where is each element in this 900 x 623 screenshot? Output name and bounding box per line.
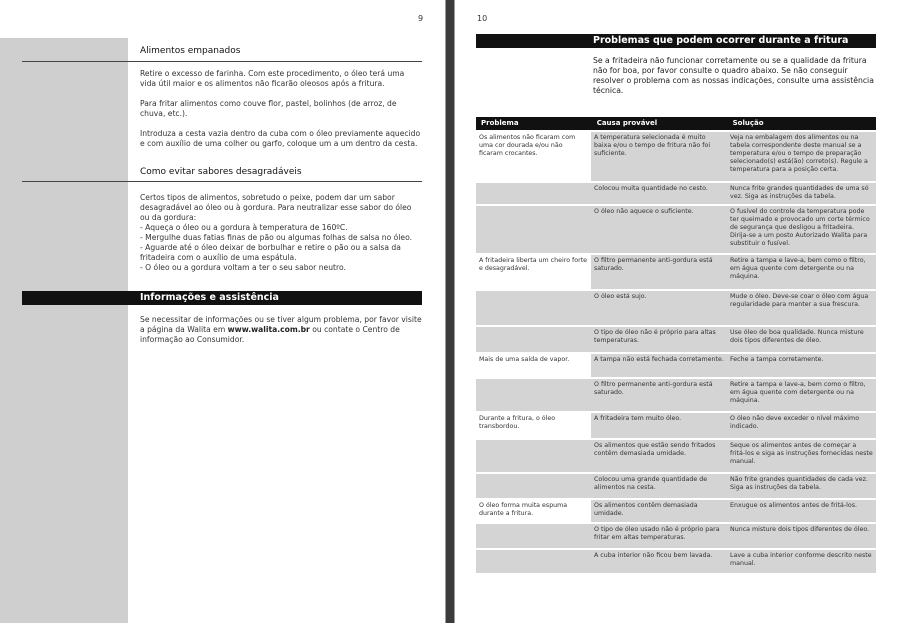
cell-solution: Nunca misture dois tipos diferentes de óleo. — [727, 524, 876, 548]
right-page — [455, 0, 900, 623]
table-row — [476, 327, 876, 352]
table-row — [476, 524, 876, 548]
header-problem: Problema — [481, 119, 519, 127]
cell-problem — [476, 206, 591, 253]
cell-cause: O filtro permanente anti-gordura está saturado. — [591, 255, 727, 289]
cell-problem — [476, 440, 591, 472]
cell-cause: O óleo está sujo. — [591, 291, 727, 325]
bullet-list — [140, 223, 422, 273]
cell-cause: A tampa não está fechada corretamente. — [591, 354, 727, 377]
cell-solution: O fusível do controle da temperatura pode ter queimado e provocado um corte térmico de segurança que desligou a fritadeira. Dirija-se a um posto Autorizado Walita para substituir o fusível. — [727, 206, 876, 253]
cell-problem: Durante a fritura, o óleo transbordou. — [479, 415, 556, 430]
list-item: - Mergulhe duas fatias finas de pão ou algumas folhas de salsa no óleo. — [140, 233, 412, 242]
table-row — [476, 413, 876, 438]
cell-solution: Não frite grandes quantidades de cada vez. Siga as instruções da tabela. — [727, 474, 876, 498]
list-item: - Aguarde até o óleo deixar de borbulhar e retire o pão ou a salsa da fritadeira com o auxílio de uma espátula. — [140, 243, 401, 262]
cell-cause: A temperatura selecionada é muito baixa e/ou o tempo de fritura não foi suficiente. — [591, 132, 727, 181]
cell-problem — [476, 524, 591, 548]
header-solution: Solução — [732, 119, 764, 127]
paragraph — [140, 315, 422, 345]
cell-solution: Nunca frite grandes quantidades de uma só vez. Siga as instruções da tabela. — [727, 183, 876, 204]
left-sidebar — [0, 38, 128, 623]
cell-problem: Mais de uma saída de vapor. — [479, 356, 570, 363]
table-row — [476, 550, 876, 573]
paragraph: Retire o excesso de farinha. Com este procedimento, o óleo terá uma vida útil maior e os alimentos não ficarão oleosos após a fritura. — [140, 69, 405, 88]
troubleshoot-intro: Se a fritadeira não funcionar corretamente ou se a qualidade da fritura não for boa, por favor consulte o quadro abaixo. Se não conseguir resolver o problema com as nossas indicações, consulte uma assistência técnica. — [593, 56, 874, 95]
cell-solution: Seque os alimentos antes de começar a fritá-los e siga as instruções fornecidas neste manual. — [727, 440, 876, 472]
cell-solution: Retire a tampa e lave-a, bem como o filtro, em água quente com detergente ou na máquina. — [727, 255, 876, 289]
cell-problem: Os alimentos não ficaram com uma cor dourada e/ou não ficaram crocantes. — [479, 134, 576, 157]
cell-solution: Feche a tampa corretamente. — [727, 354, 876, 377]
paragraph: Certos tipos de alimentos, sobretudo o peixe, podem dar um sabor desagradável ao óleo ou à gordura. Para neutralizar esse sabor do óleo ou da gordura: — [140, 193, 412, 222]
cell-solution: Use óleo de boa qualidade. Nunca misture dois tipos diferentes de óleo. — [727, 327, 876, 352]
paragraph: Introduza a cesta vazia dentro da cuba com o óleo previamente aquecido e com auxílio de uma colher ou garfo, coloque um a um dentro da cesta. — [140, 129, 421, 148]
flavors-text — [140, 193, 422, 273]
header-cause: Causa provável — [596, 119, 658, 127]
cell-cause: Os alimentos que estão sendo fritados contêm demasiada umidade. — [591, 440, 727, 472]
table-header — [476, 117, 876, 130]
cell-solution: Mude o óleo. Deve-se coar o óleo com água regularidade para manter a sua frescura. — [727, 291, 876, 325]
cell-cause: O óleo não aquece o suficiente. — [591, 206, 727, 253]
table-row — [476, 291, 876, 325]
text-span: ou contate o Centro de informação ao Consumidor. — [140, 325, 400, 344]
cell-problem — [476, 291, 591, 325]
cell-problem — [476, 379, 591, 411]
cell-cause: Colocou uma grande quantidade de alimentos na cesta. — [591, 474, 727, 498]
section-title-flavors: Como evitar sabores desagradáveis — [140, 167, 302, 177]
cell-cause: Colocou muita quantidade no cesto. — [591, 183, 727, 204]
cell-cause: O tipo de óleo não é próprio para altas temperaturas. — [591, 327, 727, 352]
cell-problem: O óleo forma muita espuma durante a fritura. — [479, 502, 568, 517]
info-text — [140, 315, 422, 345]
table-row — [476, 474, 876, 498]
table-row — [476, 500, 876, 522]
cell-cause: O tipo de óleo usado não é próprio para fritar em altas temperaturas. — [591, 524, 727, 548]
section-title-problems: Problemas que podem ocorrer durante a fritura — [593, 35, 849, 46]
cell-cause: O filtro permanente anti-gordura está saturado. — [591, 379, 727, 411]
table-body — [476, 132, 876, 573]
cell-solution: Veja na embalagem dos alimentos ou na tabela correspondente deste manual se a temperatura e/ou o tempo de preparação selecionado(s) está(ão) correto(s). Regule a temperatura para a posição certa. — [727, 132, 876, 181]
cell-problem — [476, 327, 591, 352]
section-title-info: Informações e assistência — [140, 292, 279, 303]
walita-link[interactable]: www.walita.com.br — [227, 325, 310, 334]
section-title-breaded: Alimentos empanados — [140, 46, 241, 56]
gutter-edge — [445, 0, 446, 623]
table-row — [476, 183, 876, 204]
list-item: - Aqueça o óleo ou a gordura à temperatura de 160ºC. — [140, 223, 348, 232]
section-rule — [22, 61, 422, 62]
cell-cause: A fritadeira tem muito óleo. — [591, 413, 727, 438]
book-gutter — [445, 0, 455, 623]
troubleshooting-table — [476, 117, 876, 573]
paragraph: Para fritar alimentos como couve flor, pastel, bolinhos (de arroz, de chuva, etc.). — [140, 99, 397, 118]
cell-solution: Lave a cuba interior conforme descrito neste manual. — [727, 550, 876, 573]
cell-cause: A cuba interior não ficou bem lavada. — [591, 550, 727, 573]
table-row — [476, 379, 876, 411]
text-span: Se necessitar de informações ou se tiver algum problema, por favor visite a página da Walita em — [140, 315, 422, 334]
cell-solution: Enxugue os alimentos antes de fritá-los. — [727, 500, 876, 522]
cell-problem — [476, 183, 591, 204]
page-number-right: 10 — [477, 14, 488, 23]
section-rule — [22, 181, 422, 182]
page-number-left: 9 — [418, 14, 424, 23]
table-row — [476, 206, 876, 253]
table-row — [476, 354, 876, 377]
table-row — [476, 440, 876, 472]
list-item: - O óleo ou a gordura voltam a ter o seu sabor neutro. — [140, 263, 346, 272]
cell-problem — [476, 550, 591, 573]
table-row — [476, 132, 876, 181]
cell-solution: O óleo não deve exceder o nível máximo indicado. — [727, 413, 876, 438]
breaded-text — [140, 69, 422, 149]
left-page — [0, 0, 445, 623]
cell-problem — [476, 474, 591, 498]
cell-problem: A fritadeira liberta um cheiro forte e desagradável. — [479, 257, 588, 272]
table-row — [476, 255, 876, 289]
cell-solution: Retire a tampa e lave-a, bem como o filtro, em água quente com detergente ou na máquina. — [727, 379, 876, 411]
cell-cause: Os alimentos contêm demasiada umidade. — [591, 500, 727, 522]
